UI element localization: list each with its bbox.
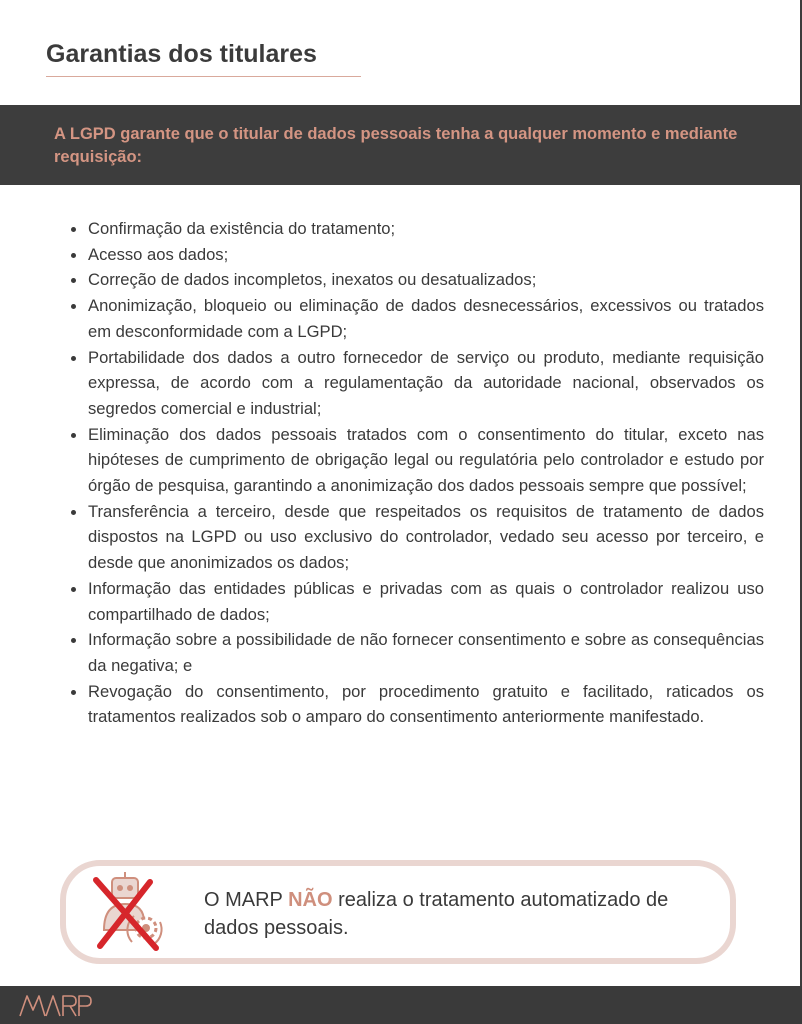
title-underline — [46, 76, 361, 77]
list-item: Acesso aos dados; — [88, 242, 764, 268]
list-item: Transferência a terceiro, desde que respeitados os requisitos de tratamento de dados dispostos na LGPD ou uso exclusivo do controlador, vedado seu acesso por terceiro, e desde que anonimizados os dados; — [88, 499, 764, 576]
intro-text: A LGPD garante que o titular de dados pessoais tenha a qualquer momento e mediante requisição: — [54, 125, 738, 166]
list-item: Anonimização, bloqueio ou eliminação de dados desnecessários, excessivos ou tratados em desconformidade com a LGPD; — [88, 293, 764, 344]
no-robot-icon — [82, 870, 178, 954]
intro-banner — [0, 105, 802, 185]
page-title: Garantias dos titulares — [46, 40, 317, 68]
footer — [0, 986, 802, 1024]
marp-logo — [18, 990, 92, 1020]
list-item: Portabilidade dos dados a outro fornecedor de serviço ou produto, mediante requisição expressa, de acordo com a regulamentação da autoridade nacional, observados os segredos comercial e industrial; — [88, 345, 764, 422]
notice-emphasis: NÃO — [288, 889, 333, 911]
automation-notice — [60, 860, 736, 964]
list-item: Informação sobre a possibilidade de não fornecer consentimento e sobre as consequências da negativa; e — [88, 627, 764, 678]
list-item: Correção de dados incompletos, inexatos ou desatualizados; — [88, 267, 764, 293]
rights-list — [66, 216, 764, 730]
list-item: Confirmação da existência do tratamento; — [88, 216, 764, 242]
notice-suffix: realiza o tratamento automatizado de dados pessoais. — [204, 889, 669, 939]
list-item: Informação das entidades públicas e privadas com as quais o controlador realizou uso compartilhado de dados; — [88, 576, 764, 627]
notice-prefix: O MARP — [204, 889, 289, 911]
list-item: Revogação do consentimento, por procedimento gratuito e facilitado, raticados os tratamentos realizados sob o amparo do consentimento anteriormente manifestado. — [88, 679, 764, 730]
notice-text — [204, 886, 714, 942]
list-item: Eliminação dos dados pessoais tratados com o consentimento do titular, exceto nas hipóteses de cumprimento de obrigação legal ou regulatória pelo controlador e estudo por órgão de pesquisa, garantindo a anonimização dos dados pessoais sempre que possível; — [88, 422, 764, 499]
